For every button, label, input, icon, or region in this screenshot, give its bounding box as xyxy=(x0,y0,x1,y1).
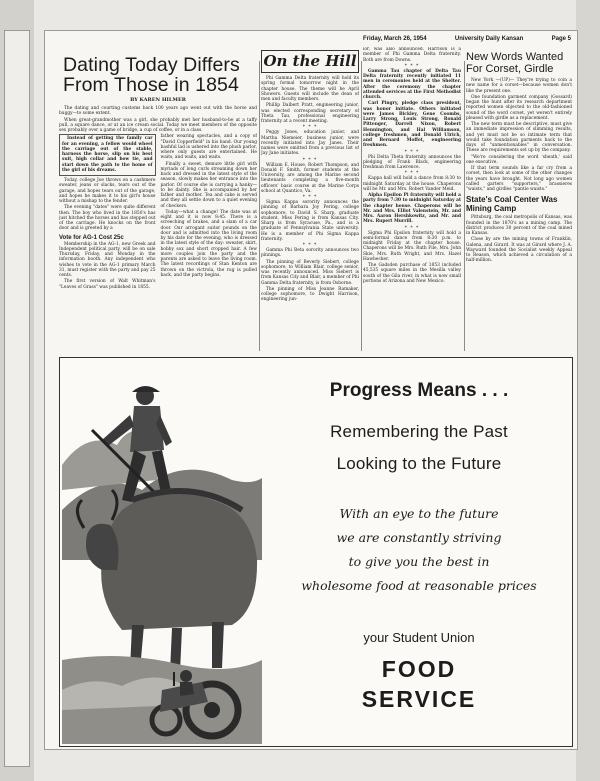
separator-stars: * * * xyxy=(404,171,420,177)
boxed-paragraph xyxy=(59,134,156,176)
separator-stars: * * * xyxy=(302,125,318,131)
article-paragraph: Finally a sweet, demure little girl with myriads of long curls streaming down her back and dressed in the latest style of the season, slowly makes her entrance into the parlor. Of course she is carrying a hanky—to be dainty. She is accompanied by her father and mother. Tea and cake is served and they all settle down to a quiet evening of checkers. xyxy=(160,161,257,209)
hill-paragraph: Peggy Jones, education junior, and Martha Niemeier, business junior, were recently initiated into Jay Janes. Their names were omitted from a previous list of Jay Jane initiates. xyxy=(261,130,359,157)
dating-article xyxy=(59,47,257,353)
separator-stars: * * * xyxy=(302,243,318,248)
ad-script-line: With an eye to the future xyxy=(339,506,499,521)
farmer-oxen-illustration-icon xyxy=(62,360,262,744)
social-paragraph: Kappa hall will hold a dance from 8:30 to midnight Saturday at the house. Chaperons will be Mr. and Mrs. Robert Vander Meid. xyxy=(363,176,461,192)
coal-headline: State's Coal Center Was Mining Camp xyxy=(466,195,558,214)
page-number: Page 5 xyxy=(551,36,571,42)
coal-paragraph: Close by are the mining towns of Franklin, Galena, and Girard. It was at Girard where J. A. Wayward founded the Socialist weekly Appeal to Reason, which achieved a circulation of a half-million. xyxy=(466,237,572,264)
article-subcolumns xyxy=(59,134,257,291)
column-rule xyxy=(259,61,260,351)
hill-paragraph: William E. House, Robert Thompson, and Donald F. Smith, former students at the University, are among the Marine second lieutenants completing a five-month officers' basic course at the Marine Corps school at Quantico, Va. xyxy=(261,162,359,194)
article-subcolumn-right xyxy=(161,134,258,291)
hill-paragraph: The pinning of Beverly Siebert, college sophomore, to William Blair, college senior, was recently announced. Miss Siebert is from Kansas City and Blair, a member of Phi Gamma Delta fraternity, is from Osborne. xyxy=(261,259,359,286)
corset-paragraph: If that term sounds like a far cry from a corset, then look at some of the other changes the years have brought. Not long ago women called garters "supporters," brassieres "waists," and girdles "pantie waists." xyxy=(466,166,572,192)
article-headline: Dating Today Differs From Those in 1854 xyxy=(63,54,240,96)
social-paragraph: Alpha Epsilon Pi fraternity will hold a party from 7:30 to midnight Saturday at the chapter house. Chaperons will be Mr. and Mrs. Elliot Valenstein, Mr. and Mrs. Aaron Hershkowitz, and Mr. and Mrs. Rupert Murrill. xyxy=(363,193,461,225)
social-paragraph: Gamma Tau chapter of Delta Tau Delta fraternity recently initiated 11 men in ceremonies held at the Shelter. After the ceremony the chapter attended services at the First Methodist church. xyxy=(363,68,461,100)
coal-paragraph: Pittsburg, the coal metropolis of Kansas, was founded in the 1870's as a mining camp. The district produces 30 percent of the coal mined in Kansas. xyxy=(466,215,572,236)
article-paragraph: When great-grandmother was a girl, she probably met her husband-to-be at a taffy pull, a square dance, or at an ice cream social. Today we meet members of the opposite sex probably over a game of bridge, a cup of coffee, or in a class. xyxy=(59,117,257,133)
social-paragraph: Sigma Phi Epsilon fraternity will hold a semi-formal dance from 8:30 p.m. to midnight Friday at the chapter house. Chaperons will be Mrs. Ruth File, Mrs. John Skie, Mrs. Ruth Wright, and Mrs. Hazel Hawbecker. xyxy=(363,230,461,262)
article-paragraph: father wearing spectacles, and a copy of "David Copperfield" in his hand. Our young bashful lad is ushered into the plush parlor, where only guests are entertained. He waits, and waits, and waits. xyxy=(160,134,257,161)
ad-script-line: wholesome food at reasonable prices xyxy=(301,578,537,593)
social-paragraph: The Gadsden purchase of 1853 included 45,535 square miles in the Mesilla valley south of the Gila river, in what is now small portions of Arizona and New Mexico. xyxy=(363,263,461,284)
scan-margin-left xyxy=(0,0,34,781)
ad-script-line: we are constantly striving xyxy=(336,530,502,545)
corset-headline: New Words Wanted For Corset, Girdle xyxy=(466,51,564,75)
corset-paragraph: The new term must be descriptive, must give an immediate impression of slimming results, and yet must not be so intimate term that would take foundation garments back to the days of "unmentionables" in conversation. These are requirements set up by the company. xyxy=(466,122,572,154)
scan-margin-right xyxy=(576,0,600,781)
adjacent-page-edge xyxy=(4,30,30,767)
ad-headline: Progress Means . . . xyxy=(329,380,509,401)
column-rule xyxy=(361,61,362,351)
food-service-advertisement xyxy=(59,357,573,747)
on-the-hill-column xyxy=(261,47,359,353)
ad-student-union: your Student Union xyxy=(363,630,475,645)
separator-stars: * * * xyxy=(404,225,420,231)
right-column xyxy=(466,47,572,353)
social-paragraph: ior, was also announced. Harrison is a member of Phi Gamma Delta fraternity. Both are from Downs. xyxy=(363,47,461,63)
separator-stars: * * * xyxy=(404,63,420,69)
article-paragraph: The evening "dates" were quite different then. The boy who lived in the 1850's has just hitched the horses and has stepped out of the carriage. He knocks on the front door and is greeted by a xyxy=(59,205,156,232)
hill-paragraph: Gamma Phi Beta sorority announces two pinnings. xyxy=(261,248,359,259)
filler-paragraph: The first version of Walt Whitman's "Leaves of Grass" was published in 1855. xyxy=(59,279,156,290)
corset-paragraph: One foundation garment company (Gossard) began the hunt after its research department reported women objected to the old-fashioned sound of the word corset, yet weren't entirely pleased with girdle as a replacement. xyxy=(466,94,572,121)
article-paragraph: Today, college Joe throws on a cashmere sweater, jeans or slacks, tears out of the garage, and hopes tears out of the garage, and hopes he makes it to his girl's house without a mishap to the fender. xyxy=(59,178,156,204)
ad-line-past: Remembering the Past xyxy=(330,422,508,441)
hill-paragraph: Phi Gamma Delta fraternity will hold its spring formal tomorrow night in the chapter house. The theme will be April Showers. Guests will include the dean of men and faculty members. xyxy=(261,76,359,102)
vote-paragraph: Membership in the AG-1, new Greek and Independent political party, will be on sale Thursday, Friday, and Monday in the information booth. Any independent who wishes to vote in the AG-1 primary March 31, must register with the party and pay 25 cents. xyxy=(59,241,156,278)
masthead xyxy=(363,36,571,42)
paper-name: University Daily Kansan xyxy=(454,36,524,42)
hill-paragraph: Sigma Kappa sorority announces the pinning of Barbara Joy Pering, college sophomore, to David S. Sharp, graduate student. Miss Pering is from Kansas City. Sharp is from Syracuse, Pa., and is a graduate of Pennsylvania State university. He is a member of Phi Sigma Kappa fraternity. xyxy=(261,200,359,242)
newspaper-page xyxy=(44,30,578,750)
social-paragraph: Carl Pingry, pledge class president, was honor initiate. Others initiated were James Bickley, Gene Coombs, Larry Strong, Louis Strong, Ronald Pittenger, Darrell Nixon, Robert Hennington, and Hal Williamson, college freshmen, and Donald Ulrich, and Bernard Moffet, engineering freshmen. xyxy=(363,101,461,149)
issue-date: Friday, March 26, 1954 xyxy=(363,36,427,42)
social-paragraph: Phi Delta Theta fraternity announces the pledging of Frank Black, engineering freshman from Lawrence. xyxy=(363,154,461,170)
on-the-hill-title: On the Hill xyxy=(261,50,359,73)
vote-headline: Vote for AG-1 Cost 25c xyxy=(59,234,124,241)
corset-paragraph: New York —(UP)— They're trying to coin a new name for a corset—because women don't like the present one. xyxy=(466,78,572,94)
article-paragraph: Instead of getting the family car for an evening, a fellow would wheel the carriage out of the stable, harness the horse, slip on his best suit, high collar and bow tie, and start down the path to the home of the girl of his dreams. xyxy=(62,136,153,173)
column-rule xyxy=(464,61,465,351)
ad-service-word: SERVICE xyxy=(361,686,477,712)
ad-food-word: FOOD xyxy=(381,656,457,682)
article-subcolumn-left xyxy=(59,134,156,291)
corset-paragraph: "We're considering the word 'sheath,' said one executive. xyxy=(466,154,572,165)
article-byline: BY KAREN HILMER xyxy=(130,97,186,103)
article-paragraph: Today—what a change! The date was at eight and it is now 8:45. There is a screeching of brakes, and a slam of a car door. Our arrogant suitor pounds on the door and is admitted into the living room by his date for the evening, who is dressed in the latest style of the day: sweater, skirt, bobby sox and short cropped hair. A few more couples join the party and the parents are asked to leave the living room. The latest recordings of Stan Kenton are thrown on the victrola, the rug is pulled back, and the party begins. xyxy=(160,209,257,278)
ad-script-line: to give you the best in xyxy=(348,554,490,569)
article-paragraph: The dating and courting customs back 100 years ago went out with the horse and buggy—to some extent. xyxy=(59,106,257,117)
hill-paragraph: Phillip Dalbert Pratt, engineering junior, was elected corresponding secretary of Theta Tau, professional engineering fraternity at a recent meeting. xyxy=(261,103,359,124)
social-news-column xyxy=(363,47,461,353)
ad-line-future: Looking to the Future xyxy=(336,454,502,473)
separator-stars: * * * xyxy=(302,195,318,200)
separator-stars: * * * xyxy=(404,149,420,155)
separator-stars: * * * xyxy=(302,157,318,163)
hill-paragraph: The pinning of Miss Jeanne Ramaker, college sophomore, to Dwight Harrison, engineering jun- xyxy=(261,286,359,303)
